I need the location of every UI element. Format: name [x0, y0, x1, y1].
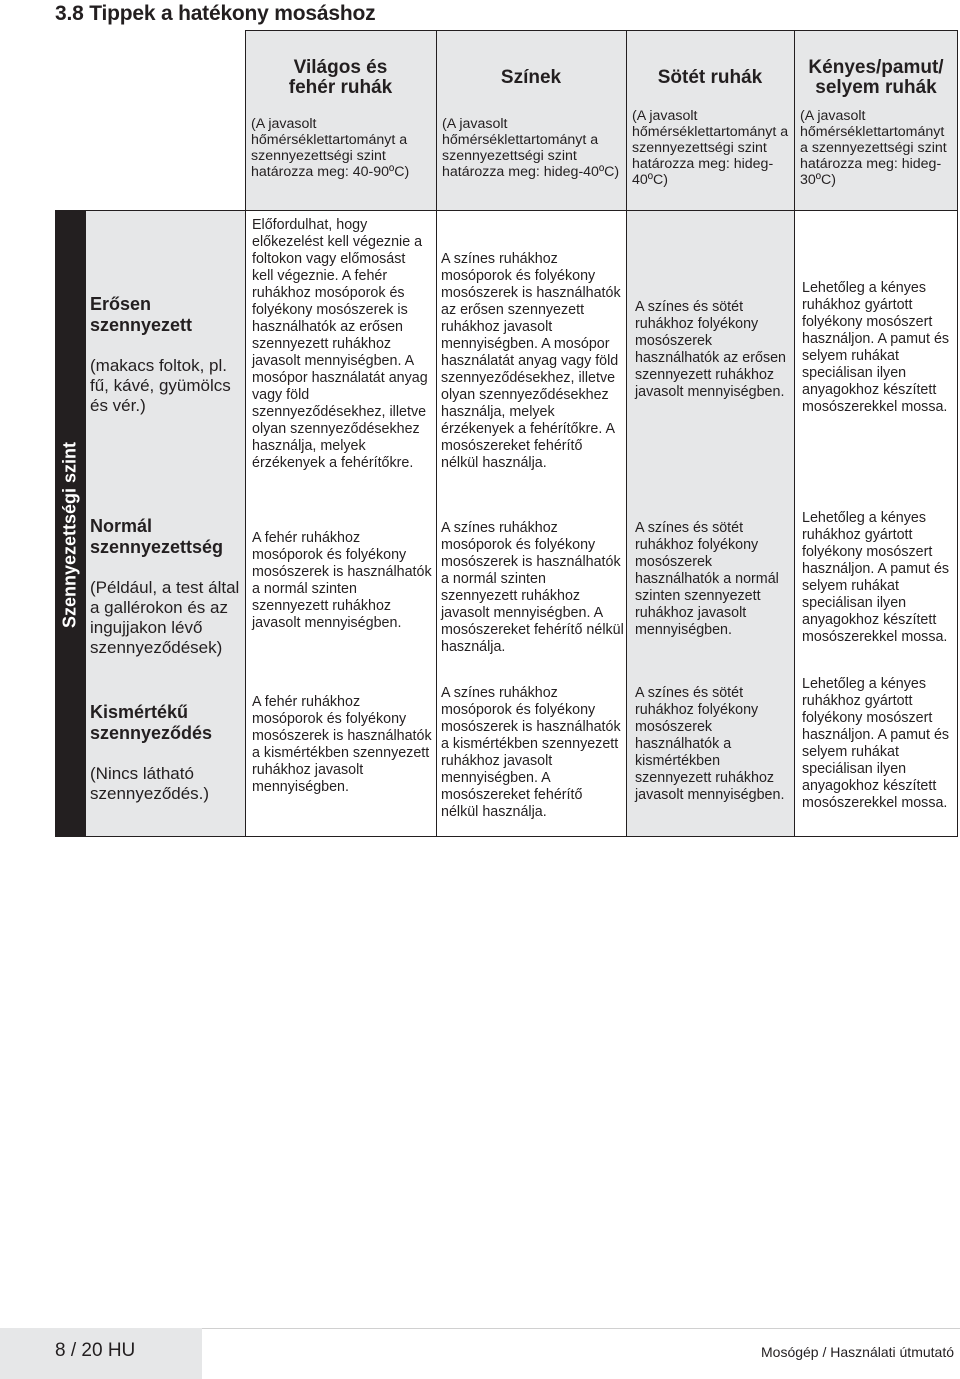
cell-light-white: A fehér ruhákhoz mosóporok és folyékony mosószerek is használhatók a kismértékben szennyezett ruhákhoz javasolt mennyiségben. [252, 694, 432, 795]
level-title-normal: Normál szennyezettség [90, 516, 224, 557]
grid-line [626, 30, 627, 837]
grid-line [245, 30, 958, 31]
grid-line [55, 836, 958, 837]
col-note-dark: (A javasolt hőmérséklettartományt a szennyezettségi szint határozza meg: hideg-40ºC) [632, 108, 789, 188]
header-col-colors [436, 30, 626, 210]
grid-line [957, 30, 958, 837]
cell-heavy-colors: A színes ruhákhoz mosóporok és folyékony mosószerek is használhatók az erősen szennyezett ruhákhoz javasolt mennyiségben. A mosópor használatát anyag vagy föld szennyeződésekhez, illetve olyan szennyeződésekhez használja, melyek érzékenyek a fehérítőkre. A mosószereket fehérítő nélkül használja. [441, 251, 621, 471]
level-desc-heavy: (makacs foltok, pl. fű, kávé, gyümölcs és vér.) [90, 356, 231, 415]
footer-doc-title: Mosógép / Használati útmutató [761, 1344, 954, 1360]
col-note-white: (A javasolt hőmérséklettartományt a szennyezettségi szint határozza meg: 40-90ºC) [251, 116, 410, 180]
col-note-delicate: (A javasolt hőmérséklettartományt a szennyezettségi szint határozza meg: hideg-30ºC) [800, 108, 947, 188]
cell-heavy-dark: A színes és sötét ruhákhoz folyékony mosószerek használhatók az erősen szennyezett ruhákhoz javasolt mennyiségben. [635, 299, 787, 400]
col-title-dark: Sötét ruhák [657, 67, 763, 88]
header-col-delicate [794, 30, 958, 210]
cell-normal-white: A fehér ruhákhoz mosóporok és folyékony mosószerek is használhatók a normál szinten szennyezett ruhákhoz javasolt mennyiségben. [252, 530, 432, 631]
side-label: Szennyezettségi szint [59, 441, 80, 629]
cell-normal-colors: A színes ruhákhoz mosóporok és folyékony mosószerek is használhatók a normál szinten szennyezett ruhákhoz javasolt mennyiségben. A mosószereket fehérítő nélkül használja. [441, 520, 624, 655]
grid-line [245, 30, 246, 837]
footer-page-number: 8 / 20 HU [55, 1340, 136, 1361]
cell-light-delicate: Lehetőleg a kényes ruhákhoz gyártott folyékony mosószert használjon. A pamut és selyem ruhákat speciálisan ilyen anyagokhoz készített mosószerekkel mossa. [802, 676, 950, 811]
cell-normal-delicate: Lehetőleg a kényes ruhákhoz gyártott folyékony mosószert használjon. A pamut és selyem ruhákat speciálisan ilyen anyagokhoz készített mosószerekkel mossa. [802, 510, 950, 645]
grid-line [794, 30, 795, 837]
page-title: 3.8 Tippek a hatékony mosáshoz [55, 2, 376, 25]
wash-tips-table [55, 30, 958, 837]
cell-normal-dark: A színes és sötét ruhákhoz folyékony mosószerek használhatók a normál szinten szennyezett ruhákhoz javasolt mennyiségben. [635, 520, 779, 638]
col-title-delicate: Kényes/pamut/ selyem ruhák [808, 57, 944, 98]
header-col-white [245, 30, 436, 210]
cell-light-dark: A színes és sötét ruhákhoz folyékony mosószerek használhatók a kismértékben szennyezett ruhákhoz javasolt mennyiségben. [635, 685, 785, 803]
header-col-dark [626, 30, 794, 210]
grid-line [55, 210, 56, 837]
level-desc-light: (Nincs látható szennyeződés.) [90, 764, 210, 803]
col-title-white: Világos és fehér ruhák [288, 57, 393, 98]
grid-line [436, 30, 437, 837]
cell-light-colors: A színes ruhákhoz mosóporok és folyékony mosószerek is használhatók a kismértékben szennyezett ruhákhoz javasolt mennyiségben. A mosószereket fehérítő nélkül használja. [441, 685, 621, 820]
footer-divider [202, 1328, 960, 1329]
level-desc-normal: (Például, a test által a gallérokon és az ingujjakon lévő szennyeződések) [90, 578, 240, 657]
level-title-heavy: Erősen szennyezett [90, 294, 193, 335]
grid-line [55, 210, 958, 211]
cell-heavy-white: Előfordulhat, hogy előkezelést kell végeznie a foltokon vagy előmosást kell végeznie. A fehér ruhákhoz mosóporok és folyékony mosószerek is használhatók az erősen szennyezett ruhákhoz javasolt mennyiségben. A mosópor használatát anyag vagy föld szennyeződésekhez, illetve olyan szennyeződésekhez használja, melyek érzékenyek a fehérítőkre. [252, 217, 428, 471]
col-title-colors: Színek [500, 67, 562, 88]
header-blank [55, 30, 245, 210]
level-title-light: Kismértékű szennyeződés [90, 702, 213, 743]
col-note-colors: (A javasolt hőmérséklettartományt a szennyezettségi szint határozza meg: hideg-40ºC) [442, 116, 620, 180]
cell-heavy-delicate: Lehetőleg a kényes ruhákhoz gyártott folyékony mosószert használjon. A pamut és selyem ruhákat speciálisan ilyen anyagokhoz készített mosószerekkel mossa. [802, 280, 950, 415]
